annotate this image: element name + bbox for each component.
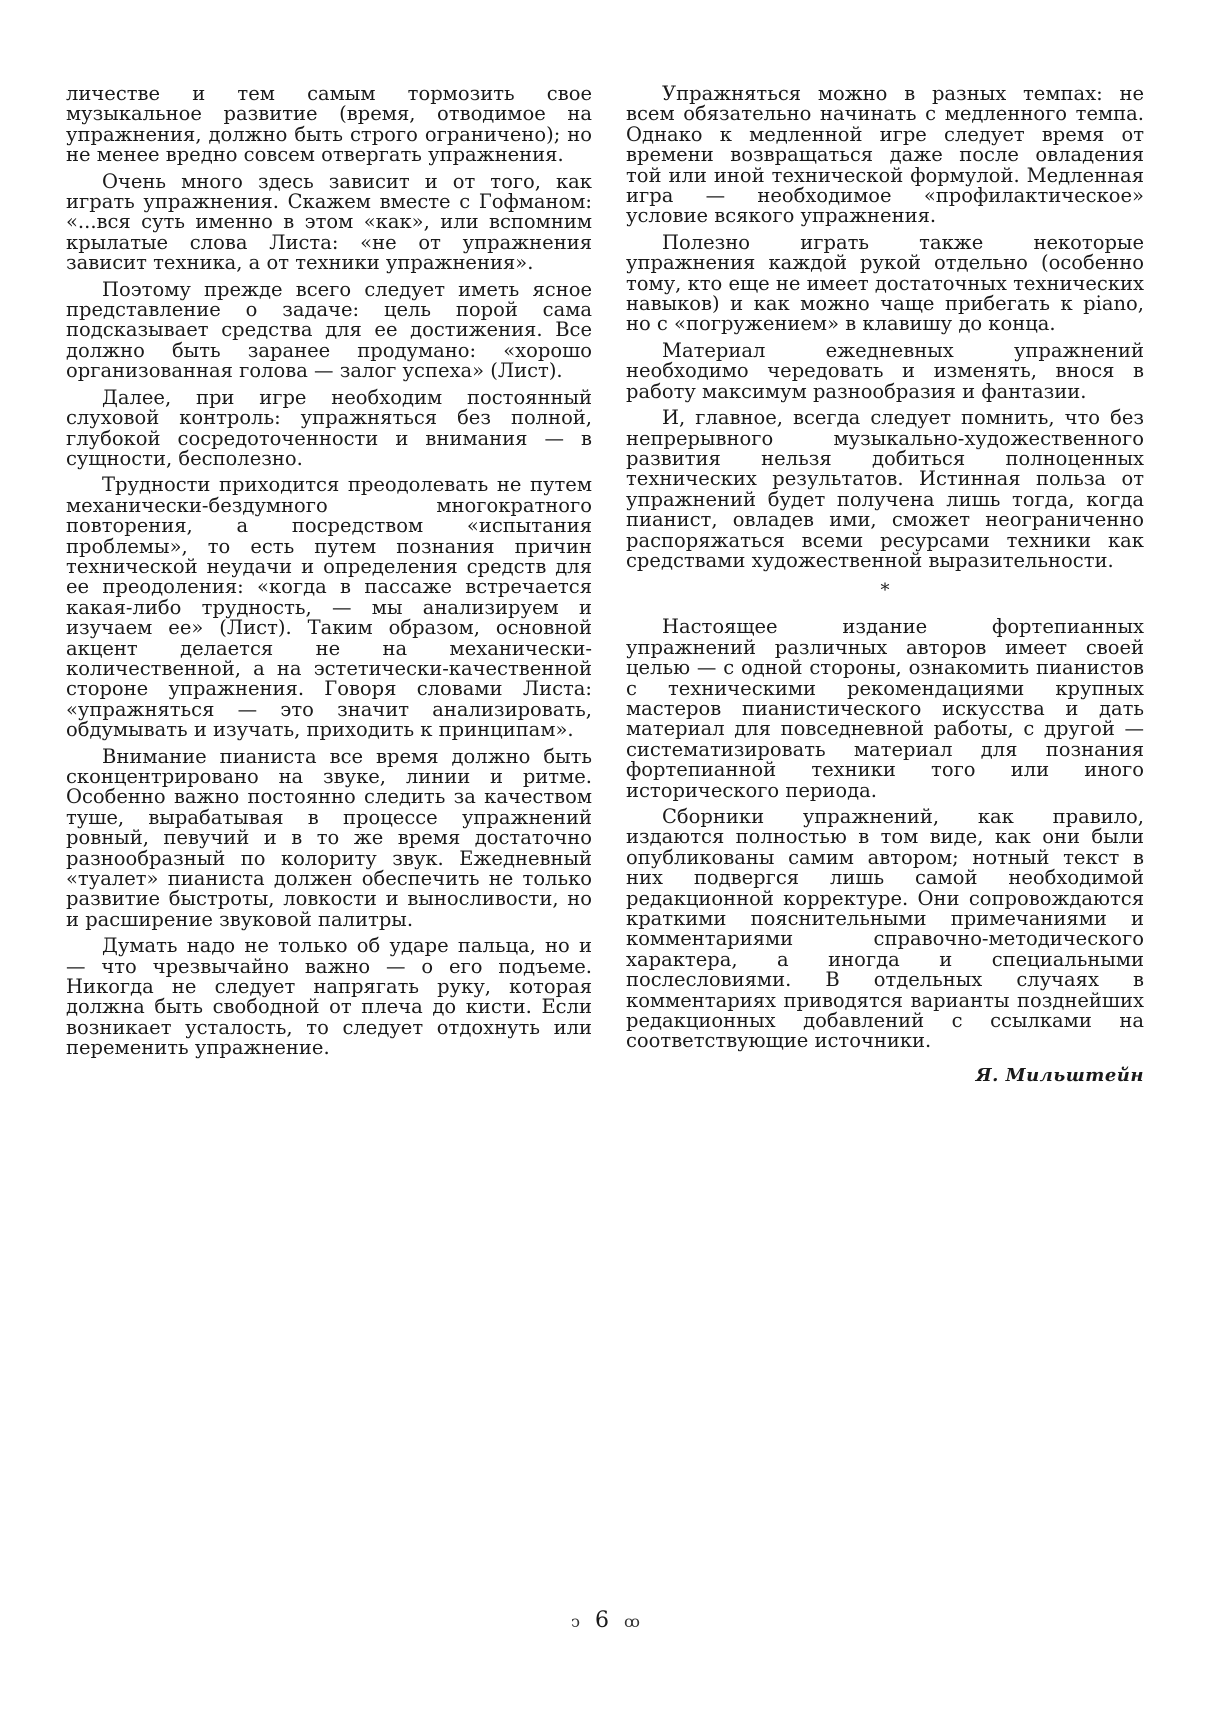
right-column xyxy=(626,84,1144,1086)
page-number: 6 xyxy=(594,1608,609,1633)
paragraph: Далее, при игре необходим постоянный слуховой контроль: упражняться без полной, глубокой сосредоточенности и внимания — в сущности, бесполезно. xyxy=(66,385,592,470)
left-column xyxy=(66,84,592,1065)
ornament-right-icon: ꝏ xyxy=(623,1612,640,1631)
paragraph: личестве и тем самым тормозить свое музыкальное развитие (время, отводимое на упражнения, должно быть строго ограничено); но не менее вредно совсем отвергать упражнения. xyxy=(66,82,592,167)
paragraph: Упражняться можно в разных темпах: не всем обязательно начинать с медленного темпа. Однако к медленной игре следует время от времени возвращаться даже после овладения той или иной технической формулой. Медленная игра — необходимое «профилактическое» условие всякого упражнения. xyxy=(626,82,1144,228)
paragraph: Сборники упражнений, как правило, издаются полностью в том виде, как они были опубликованы самим автором; нотный текст в них подвергся лишь самой необходимой редакционной корректуре. Они сопровождаются краткими пояснительными примечаниями и комментариями справочно-методического характера, а иногда и специальными послесловиями. В отдельных случаях в комментариях приводятся варианты позднейших редакционных добавлений с ссылками на соответствующие источники. xyxy=(626,805,1144,1053)
paragraph: Поэтому прежде всего следует иметь ясное представление о задаче: цель порой сама подсказывает средства для ее достижения. Все должно быть заранее продумано: «хорошо организованная голова — залог успеха» (Лист). xyxy=(66,277,592,383)
paragraph: И, главное, всегда следует помнить, что без непрерывного музыкально-художественного развития нельзя добиться полноценных технических результатов. Истинная польза от упражнений будет получена лишь тогда, когда пианист, овладев ими, сможет неограниченно распоряжаться всеми ресурсами техники как средствами художественной выразительности. xyxy=(626,406,1144,572)
ornament-left-icon: ↄ xyxy=(571,1612,580,1631)
author-signature: Я. Мильштейн xyxy=(975,1064,1144,1086)
section-separator: * xyxy=(880,580,890,602)
paragraph: Очень много здесь зависит и от того, как играть упражнения. Скажем вместе с Гофманом: «...вся суть именно в этом «как», или вспомним крылатые слова Листа: «не от упражнения зависит техника, а от техники упражнения». xyxy=(66,169,592,275)
paragraph: Полезно играть также некоторые упражнения каждой рукой отдельно (особенно тому, кто еще не имеет достаточных технических навыков) и как можно чаще прибегать к piano, но с «погружением» в клавишу до конца. xyxy=(626,230,1144,336)
paragraph: Настоящее издание фортепианных упражнений различных авторов имеет своей целью — с одной стороны, ознакомить пианистов с техническими рекомендациями крупных мастеров пианистического искусства и дать материал для повседневной работы, с другой — систематизировать материал для познания фортепианной техники того или иного исторического периода. xyxy=(626,615,1144,802)
paragraph: Думать надо не только об ударе пальца, но и — что чрезвычайно важно — о его подъеме. Никогда не следует напрягать руку, которая должна быть свободной от плеча до кисти. Если возникает усталость, то следует отдохнуть или переменить упражнение. xyxy=(66,934,592,1060)
paragraph: Материал ежедневных упражнений необходимо чередовать и изменять, внося в работу максимум разнообразия и фантазии. xyxy=(626,338,1144,403)
page-footer xyxy=(0,1608,1211,1633)
paragraph: Внимание пианиста все время должно быть сконцентрировано на звуке, линии и ритме. Особенно важно постоянно следить за качеством туше, вырабатывая в процессе упражнений ровный, певучий и в то же время достаточно разнообразный по колориту звук. Ежедневный «туалет» пианиста должен обеспечить не только развитие быстроты, ловкости и выносливости, но и расширение звуковой палитры. xyxy=(66,744,592,931)
paragraph: Трудности приходится преодолевать не путем механически-бездумного многократного повторения, а посредством «испытания проблемы», то есть путем познания причин технической неудачи и определения средств для ее преодоления: «когда в пассаже встречается какая-либо трудность, — мы анализируем и изучаем ее» (Лист). Таким образом, основной акцент делается не на механически-количественной, а на эстетически-качественной стороне упражнения. Говоря словами Листа: «упражняться — это значит анализировать, обдумывать и изучать, приходить к принципам». xyxy=(66,473,592,742)
